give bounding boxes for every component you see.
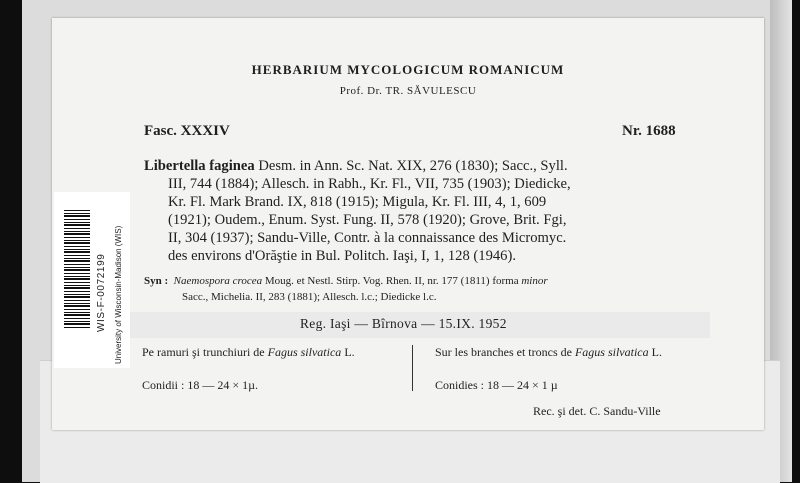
synonym-forma: minor	[521, 275, 548, 287]
substrate-ro-text: Pe ramuri şi trunchiuri de	[142, 345, 265, 359]
herbarium-editor: Prof. Dr. TR. SĂVULESCU	[339, 85, 477, 97]
species-citation-1: Desm. in Ann. Sc. Nat. XIX, 276 (1830); Sacc., Syll.	[258, 158, 568, 174]
substrate-fr-host: Fagus silvatica	[574, 345, 649, 359]
substrate-french	[435, 345, 662, 360]
species-citation-5: II, 304 (1937); Sandu-Ville, Contr. à la connaissance des Micromyc.	[168, 230, 567, 246]
synonym-name: Naemospora crocea	[173, 275, 263, 287]
substrate-fr-text: Sur les branches et troncs de	[435, 345, 572, 359]
species-line-1	[144, 158, 568, 175]
conidia-french: Conidies : 18 — 24 × 1 µ	[435, 378, 558, 392]
barcode-sticker	[54, 192, 130, 368]
species-citation-2: III, 744 (1884); Allesch. in Rabh., Kr. Fl., VII, 735 (1903); Diedicke,	[168, 176, 571, 192]
barcode-institution: University of Wisconsin-Madison (WIS)	[114, 225, 123, 364]
substrate-ro-host: Fagus silvatica	[267, 345, 342, 359]
species-citation-4: (1921); Oudem., Enum. Syst. Fung. II, 578 (1920); Grove, Brit. Fgi,	[168, 212, 567, 228]
synonym-line-2: Sacc., Michelia. II, 283 (1881); Allesch. l.c.; Diedicke l.c.	[182, 291, 437, 303]
barcode-bars	[64, 210, 90, 328]
specimen-number: Nr. 1688	[622, 123, 676, 139]
conidia-romanian: Conidii : 18 — 24 × 1µ.	[142, 378, 259, 392]
locality-date: Reg. Iaşi — Bîrnova — 15.IX. 1952	[300, 316, 507, 331]
collector-determiner: Rec. şi det. C. Sandu-Ville	[533, 404, 661, 418]
substrate-ro-author: L.	[344, 345, 355, 359]
column-divider	[412, 345, 413, 391]
species-name: Libertella faginea	[144, 158, 255, 174]
species-citation-3: Kr. Fl. Mark Brand. IX, 818 (1915); Migula, Kr. Fl. III, 4, 1, 609	[168, 194, 547, 210]
species-citation-6: des environs d'Orăştie in Bul. Politch. Iaşi, I, 1, 128 (1946).	[168, 248, 516, 264]
herbarium-title: HERBARIUM MYCOLOGICUM ROMANICUM	[251, 62, 565, 77]
herbarium-label	[52, 18, 764, 430]
fascicle-number: Fasc. XXXIV	[144, 123, 230, 139]
substrate-romanian	[142, 345, 355, 360]
substrate-fr-author: L.	[651, 345, 662, 359]
synonym-citation: Moug. et Nestl. Stirp. Vog. Rhen. II, nr. 177 (1811) forma	[264, 275, 519, 287]
synonym-line-1	[144, 275, 548, 287]
barcode-number: WIS-F-0072199	[96, 253, 107, 332]
synonym-label: Syn :	[144, 275, 169, 287]
